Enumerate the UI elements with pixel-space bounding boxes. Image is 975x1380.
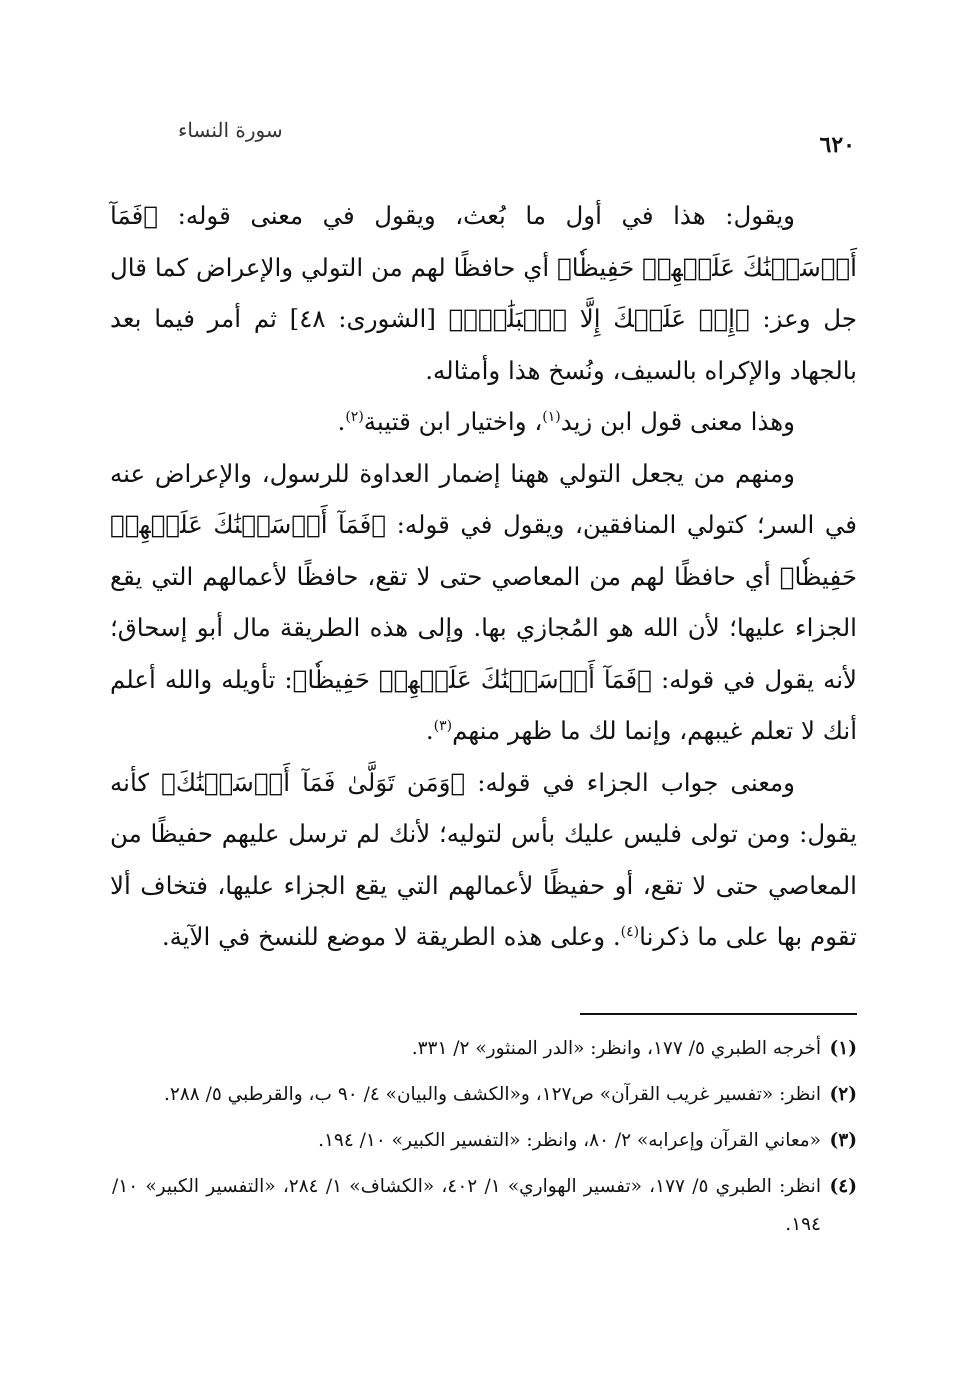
page-header bbox=[120, 118, 855, 158]
quran-verse: ﴿فَمَآ أَرۡسَلۡنَٰكَ عَلَيۡهِمۡ حَفِيظٗا﴾ bbox=[292, 664, 652, 694]
footnote bbox=[112, 1076, 857, 1114]
quran-verse: ﴿فَمَآ أَرۡسَلۡنَٰكَ عَلَيۡهِمۡ حَفِيظٗا﴾ bbox=[110, 510, 857, 591]
text-run: أي حافظًا لهم من المعاصي حتى لا تقع، حافظًا لأعمالهم التي يقع الجزاء عليها؛ لأن الله هو المُجازي بها. وإلى هذه الطريقة مال أبو إسحاق؛ لأنه يقول في قوله: bbox=[110, 561, 857, 694]
quran-verse: ﴿فَمَآ أَرۡسَلۡنَٰكَ عَلَيۡهِمۡ حَفِيظٗا﴾ bbox=[110, 201, 857, 282]
footnote-text: انظر: الطبري ٥/ ١٧٧، «تفسير الهواري» ١/ ٤٠٢، «الكشاف» ١/ ٢٨٤، «التفسير الكبير» ١٠/ ١٩٤. bbox=[112, 1176, 821, 1235]
running-title: سورة النساء bbox=[178, 118, 283, 142]
text-run: . bbox=[425, 716, 434, 745]
footnote-reference[interactable]: (٣) bbox=[433, 717, 453, 734]
paragraph bbox=[110, 448, 857, 757]
text-run: . وعلى هذه الطريقة لا موضع للنسخ في الآية. bbox=[161, 922, 621, 951]
footnote-number: (٣) bbox=[829, 1130, 857, 1151]
text-run: ومعنى جواب الجزاء في قوله: bbox=[465, 767, 796, 797]
footnote-reference[interactable]: (٢) bbox=[345, 408, 364, 425]
footnote-number: (١) bbox=[829, 1038, 857, 1059]
footnote-number: (٢) bbox=[829, 1084, 857, 1105]
text-run: وهذا معنى قول ابن زيد bbox=[560, 407, 795, 436]
footnote-divider bbox=[580, 1013, 857, 1015]
text-run: : تأويله والله أعلم أنك لا تعلم غيبهم، وإنما لك ما ظهر منهم bbox=[110, 664, 857, 745]
footnote-text: انظر: «تفسير غريب القرآن» ص١٢٧، و«الكشف والبيان» ٤/ ٩٠ ب، والقرطبي ٥/ ٢٨٨. bbox=[164, 1084, 821, 1105]
text-run: [الشورى: ٤٨] ثم أمر فيما بعد بالجهاد والإكراه بالسيف، ونُسخ هذا وأمثاله. bbox=[110, 304, 857, 385]
footnote-reference[interactable]: (٤) bbox=[620, 923, 640, 940]
footnote-reference[interactable]: (١) bbox=[542, 408, 561, 425]
main-text bbox=[110, 190, 857, 963]
footnote-text: أخرجه الطبري ٥/ ١٧٧، وانظر: «الدر المنثور» ٢/ ٣٣١. bbox=[411, 1038, 821, 1059]
paragraph bbox=[110, 190, 857, 396]
quran-verse: ﴿وَمَن تَوَلَّىٰ فَمَآ أَرۡسَلۡنَٰكَ﴾ bbox=[161, 767, 466, 797]
text-run: كأنه يقول: ومن تولى فليس عليك بأس لتوليه؛ لأنك لم ترسل عليهم حفيظًا من المعاصي حتى لا تقع، أو حفيظًا لأعمالهم التي يقع الجزاء عليها، فتخاف ألا تقوم بها على ما ذكرنا bbox=[110, 767, 857, 951]
text-run: ومنهم من يجعل التولي ههنا إضمار العداوة للرسول، والإعراض عنه في السر؛ كتولي المنافقين، ويقول في قوله: bbox=[110, 458, 857, 539]
text-run: أي حافظًا لهم من التولي والإعراض كما قال جل وعز: bbox=[110, 252, 858, 333]
text-run: ، واختيار ابن قتيبة bbox=[363, 407, 543, 436]
text-run: ويقول: هذا في أول ما بُعث، ويقول في معنى قوله: bbox=[158, 201, 795, 230]
footnote-number: (٤) bbox=[829, 1176, 857, 1197]
page-number: ٦٢٠ bbox=[819, 132, 855, 158]
footnote-text: «معاني القرآن وإعرابه» ٢/ ٨٠، وانظر: «التفسير الكبير» ١٠/ ١٩٤. bbox=[318, 1130, 821, 1151]
footnote bbox=[112, 1030, 857, 1068]
quran-verse: ﴿إِنۡ عَلَيۡكَ إِلَّا ٱلۡبَلَٰغُۗ﴾ bbox=[448, 304, 750, 333]
footnotes bbox=[112, 1030, 857, 1252]
paragraph bbox=[110, 396, 857, 448]
text-run: . bbox=[337, 407, 346, 436]
paragraph bbox=[110, 757, 857, 963]
footnote bbox=[112, 1168, 857, 1244]
footnote bbox=[112, 1122, 857, 1160]
